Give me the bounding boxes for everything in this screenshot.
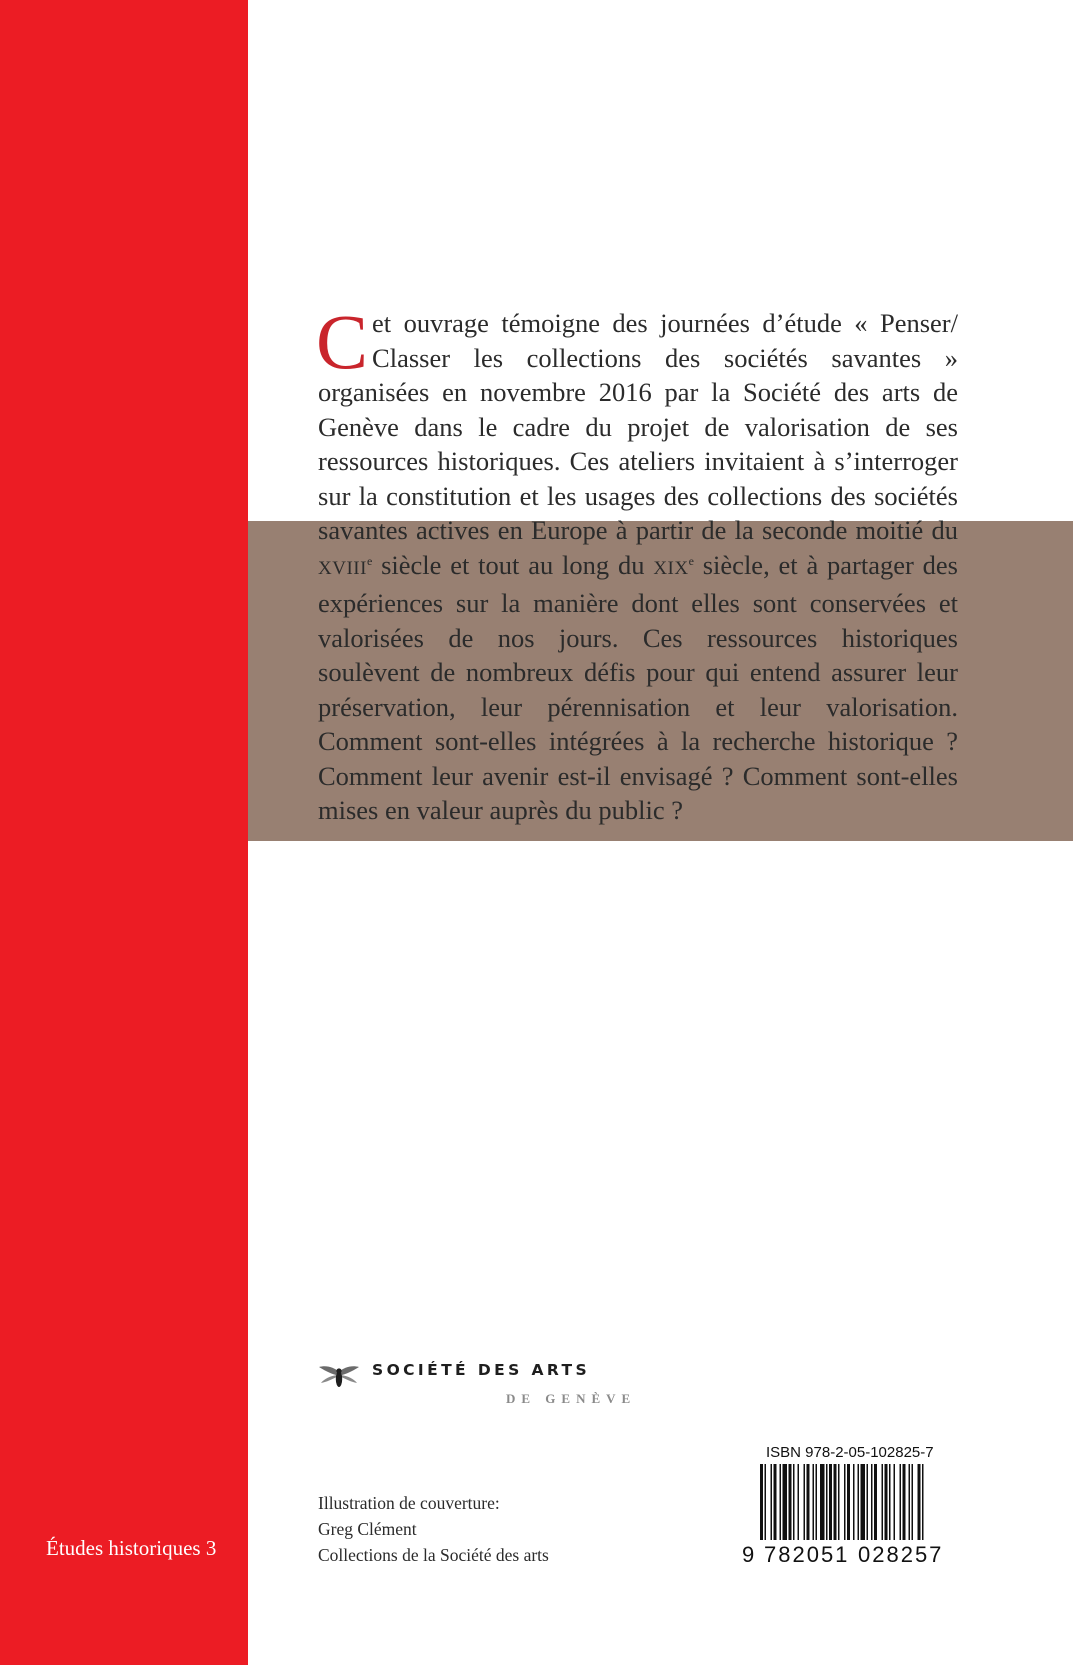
red-side-strip (0, 0, 248, 1665)
barcode-bars-icon (742, 1464, 954, 1546)
blurb-text-3: siècle, et à partager des expériences sur la manière dont elles sont conservées et valorisées de nos jours. Ces ressources historiques soulèvent de nombreux défis pour qui entend assurer leur préservation, leur pérennisation et leur valorisation. Comment sont-elles intégrées à la recherche historique ? Comment leur avenir est-il envisagé ? Comment sont-elles mises en valeur auprès du public ? (318, 549, 958, 825)
blurb-text-1: et ouvrage témoigne des journées d’étude « Penser/ Classer les collections des sociétés savantes » organisées en novembre 2016 par la Société des arts de Genève dans le cadre du projet de valorisation de ses ressources historiques. Ces ateliers invitaient à s’interroger sur la constitution et les usages des collections des sociétés savantes actives en Europe à partir de la seconde moitié du (318, 308, 958, 545)
barcode-lead-digit: 9 (742, 1542, 755, 1567)
series-label: Études historiques 3 (46, 1536, 217, 1560)
century-suffix-1: e (366, 553, 373, 568)
century-eighteen: XVIII (318, 557, 367, 579)
credit-line-title: Illustration de couverture: (318, 1493, 500, 1513)
century-suffix-2: e (688, 553, 694, 568)
back-cover-blurb (316, 298, 958, 828)
bee-icon (318, 1363, 360, 1389)
publisher-place: DE GENÈVE (506, 1391, 637, 1406)
century-nineteen: XIX (653, 557, 689, 579)
blurb-text-2: siècle et tout au long du (372, 549, 654, 580)
publisher-name: SOCIÉTÉ DES ARTS (372, 1361, 591, 1379)
cover-credits (318, 1490, 549, 1568)
barcode-digits (742, 1542, 954, 1572)
drop-cap: C (316, 298, 369, 385)
barcode-group-left: 782051 (764, 1542, 850, 1567)
isbn-number: ISBN 978-2-05-102825-7 (766, 1444, 934, 1461)
credit-line-artist: Greg Clément (318, 1519, 417, 1539)
publisher-logo (318, 1361, 668, 1421)
credit-line-collection: Collections de la Société des arts (318, 1545, 549, 1565)
isbn-barcode (742, 1444, 954, 1574)
barcode-group-right: 028257 (858, 1542, 944, 1567)
